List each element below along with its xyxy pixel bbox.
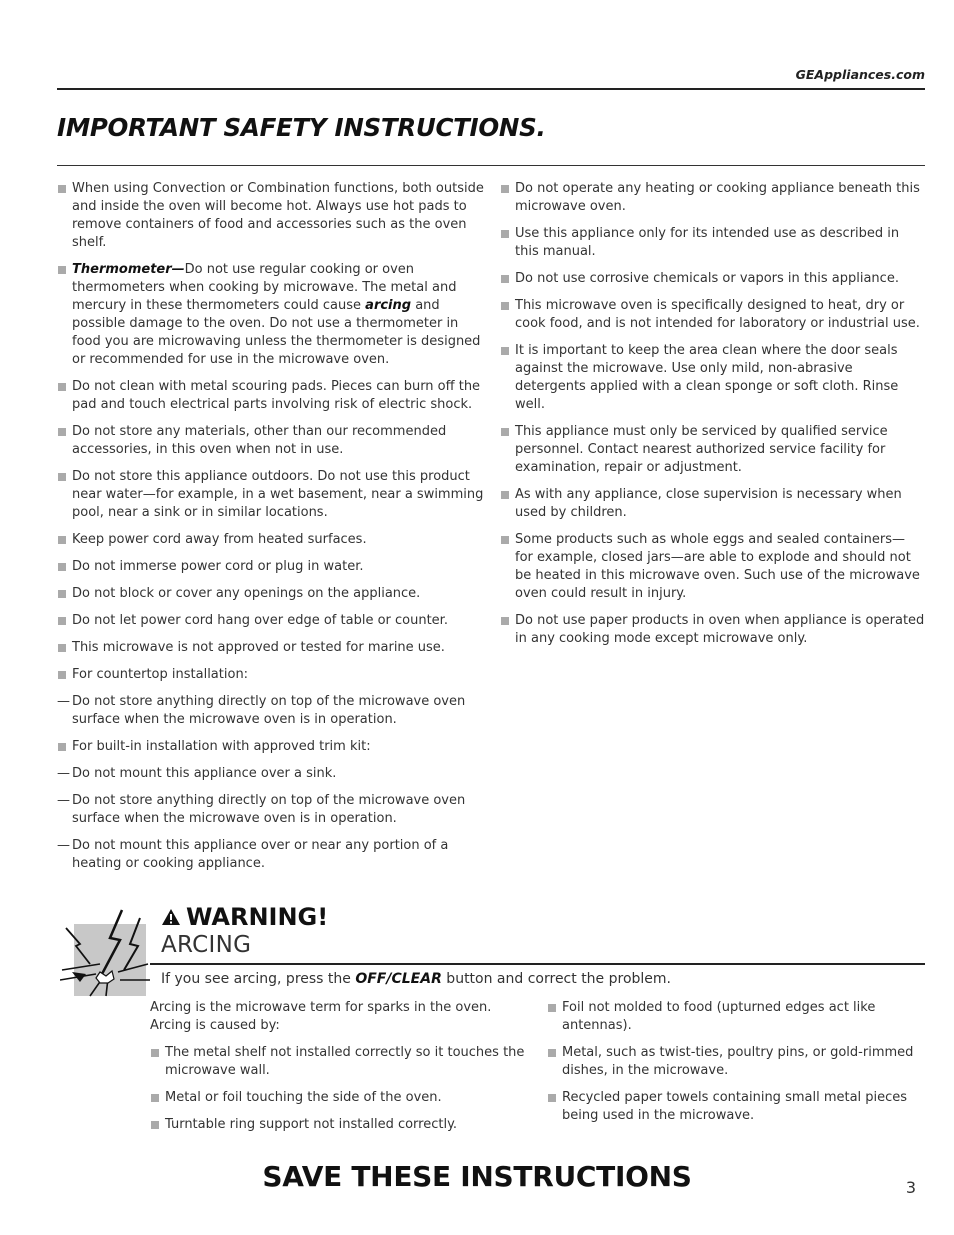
title-divider <box>57 165 925 166</box>
list-item: Do not clean with metal scouring pads. Pieces can burn off the pad and touch electrical parts involving risk of electric shock. <box>57 378 487 414</box>
list-item: The metal shelf not installed correctly so it touches the microwave wall. <box>150 1044 530 1080</box>
right-column <box>500 180 925 657</box>
arcing-causes-right <box>547 999 927 1134</box>
save-instructions-heading: SAVE THESE INSTRUCTIONS <box>262 1160 692 1193</box>
list-item: Do not store this appliance outdoors. Do not use this product near water—for example, in a wet basement, near a swimming pool, near a sink or in similar locations. <box>57 468 487 522</box>
off-clear-label: OFF/CLEAR <box>355 971 442 987</box>
list-item: For built-in installation with approved trim kit: <box>57 738 487 756</box>
list-item: Do not use paper products in oven when appliance is operated in any cooking mode except microwave only. <box>500 612 925 648</box>
list-item: As with any appliance, close supervision is necessary when used by children. <box>500 486 925 522</box>
page-number: 3 <box>905 1178 916 1197</box>
list-item: Use this appliance only for its intended use as described in this manual. <box>500 225 925 261</box>
warning-divider <box>150 963 925 965</box>
arcing-spark-icon <box>60 908 152 998</box>
left-column <box>57 180 487 882</box>
list-item: Do not let power cord hang over edge of table or counter. <box>57 612 487 630</box>
warning-text: If you see arcing, press the OFF/CLEAR button and correct the problem. <box>161 971 671 987</box>
list-item: Do not immerse power cord or plug in water. <box>57 558 487 576</box>
dash-item: — Do not store anything directly on top of the microwave oven surface when the microwave oven is in operation. <box>57 792 487 828</box>
warning-label: WARNING! <box>186 903 329 931</box>
list-item: Metal, such as twist-ties, poultry pins, or gold-rimmed dishes, in the microwave. <box>547 1044 927 1080</box>
list-item: Recycled paper towels containing small metal pieces being used in the microwave. <box>547 1089 927 1125</box>
list-item: Do not block or cover any openings on the appliance. <box>57 585 487 603</box>
list-item: Keep power cord away from heated surfaces. <box>57 531 487 549</box>
list-item: Metal or foil touching the side of the oven. <box>150 1089 530 1107</box>
list-item: For countertop installation: <box>57 666 487 684</box>
warning-icon <box>161 908 181 926</box>
list-item: This appliance must only be serviced by qualified service personnel. Contact nearest authorized service facility for examination, repair or adjustment. <box>500 423 925 477</box>
page-title: IMPORTANT SAFETY INSTRUCTIONS. <box>57 113 546 142</box>
top-divider <box>57 88 925 90</box>
dash-item: — Do not store anything directly on top of the microwave oven surface when the microwave oven is in operation. <box>57 693 487 729</box>
warning-heading <box>161 903 328 931</box>
dash-item: — Do not mount this appliance over a sink. <box>57 765 487 783</box>
list-item: Thermometer—Do not use regular cooking or oven thermometers when cooking by microwave. The metal and mercury in these thermometers could cause arcing and possible damage to the oven. Do not use a thermometer in food you are microwaving unless the thermometer is designed or recommended for use in the microwave oven. <box>57 261 487 369</box>
list-item: This microwave oven is specifically designed to heat, dry or cook food, and is not intended for laboratory or industrial use. <box>500 297 925 333</box>
list-item: Do not operate any heating or cooking appliance beneath this microwave oven. <box>500 180 925 216</box>
list-item: Some products such as whole eggs and sealed containers— for example, closed jars—are able to explode and should not be heated in this microwave oven. Such use of the microwave oven could result in injury. <box>500 531 925 603</box>
arcing-intro: Arcing is the microwave term for sparks in the oven. Arcing is caused by: <box>150 1000 492 1033</box>
arcing-causes-left <box>150 999 530 1143</box>
list-item: Foil not molded to food (upturned edges act like antennas). <box>547 999 927 1035</box>
list-item: Do not use corrosive chemicals or vapors in this appliance. <box>500 270 925 288</box>
list-item: It is important to keep the area clean where the door seals against the microwave. Use only mild, non-abrasive detergents applied with a clean sponge or soft cloth. Rinse well. <box>500 342 925 414</box>
list-item: Do not store any materials, other than our recommended accessories, in this oven when not in use. <box>57 423 487 459</box>
list-item: This microwave is not approved or tested for marine use. <box>57 639 487 657</box>
warning-subheading: ARCING <box>161 932 252 958</box>
site-url: GEAppliances.com <box>795 67 925 82</box>
dash-item: — Do not mount this appliance over or near any portion of a heating or cooking appliance. <box>57 837 487 873</box>
list-item: When using Convection or Combination functions, both outside and inside the oven will become hot. Always use hot pads to remove containers of food and accessories such as the oven shelf. <box>57 180 487 252</box>
list-item: Turntable ring support not installed correctly. <box>150 1116 530 1134</box>
